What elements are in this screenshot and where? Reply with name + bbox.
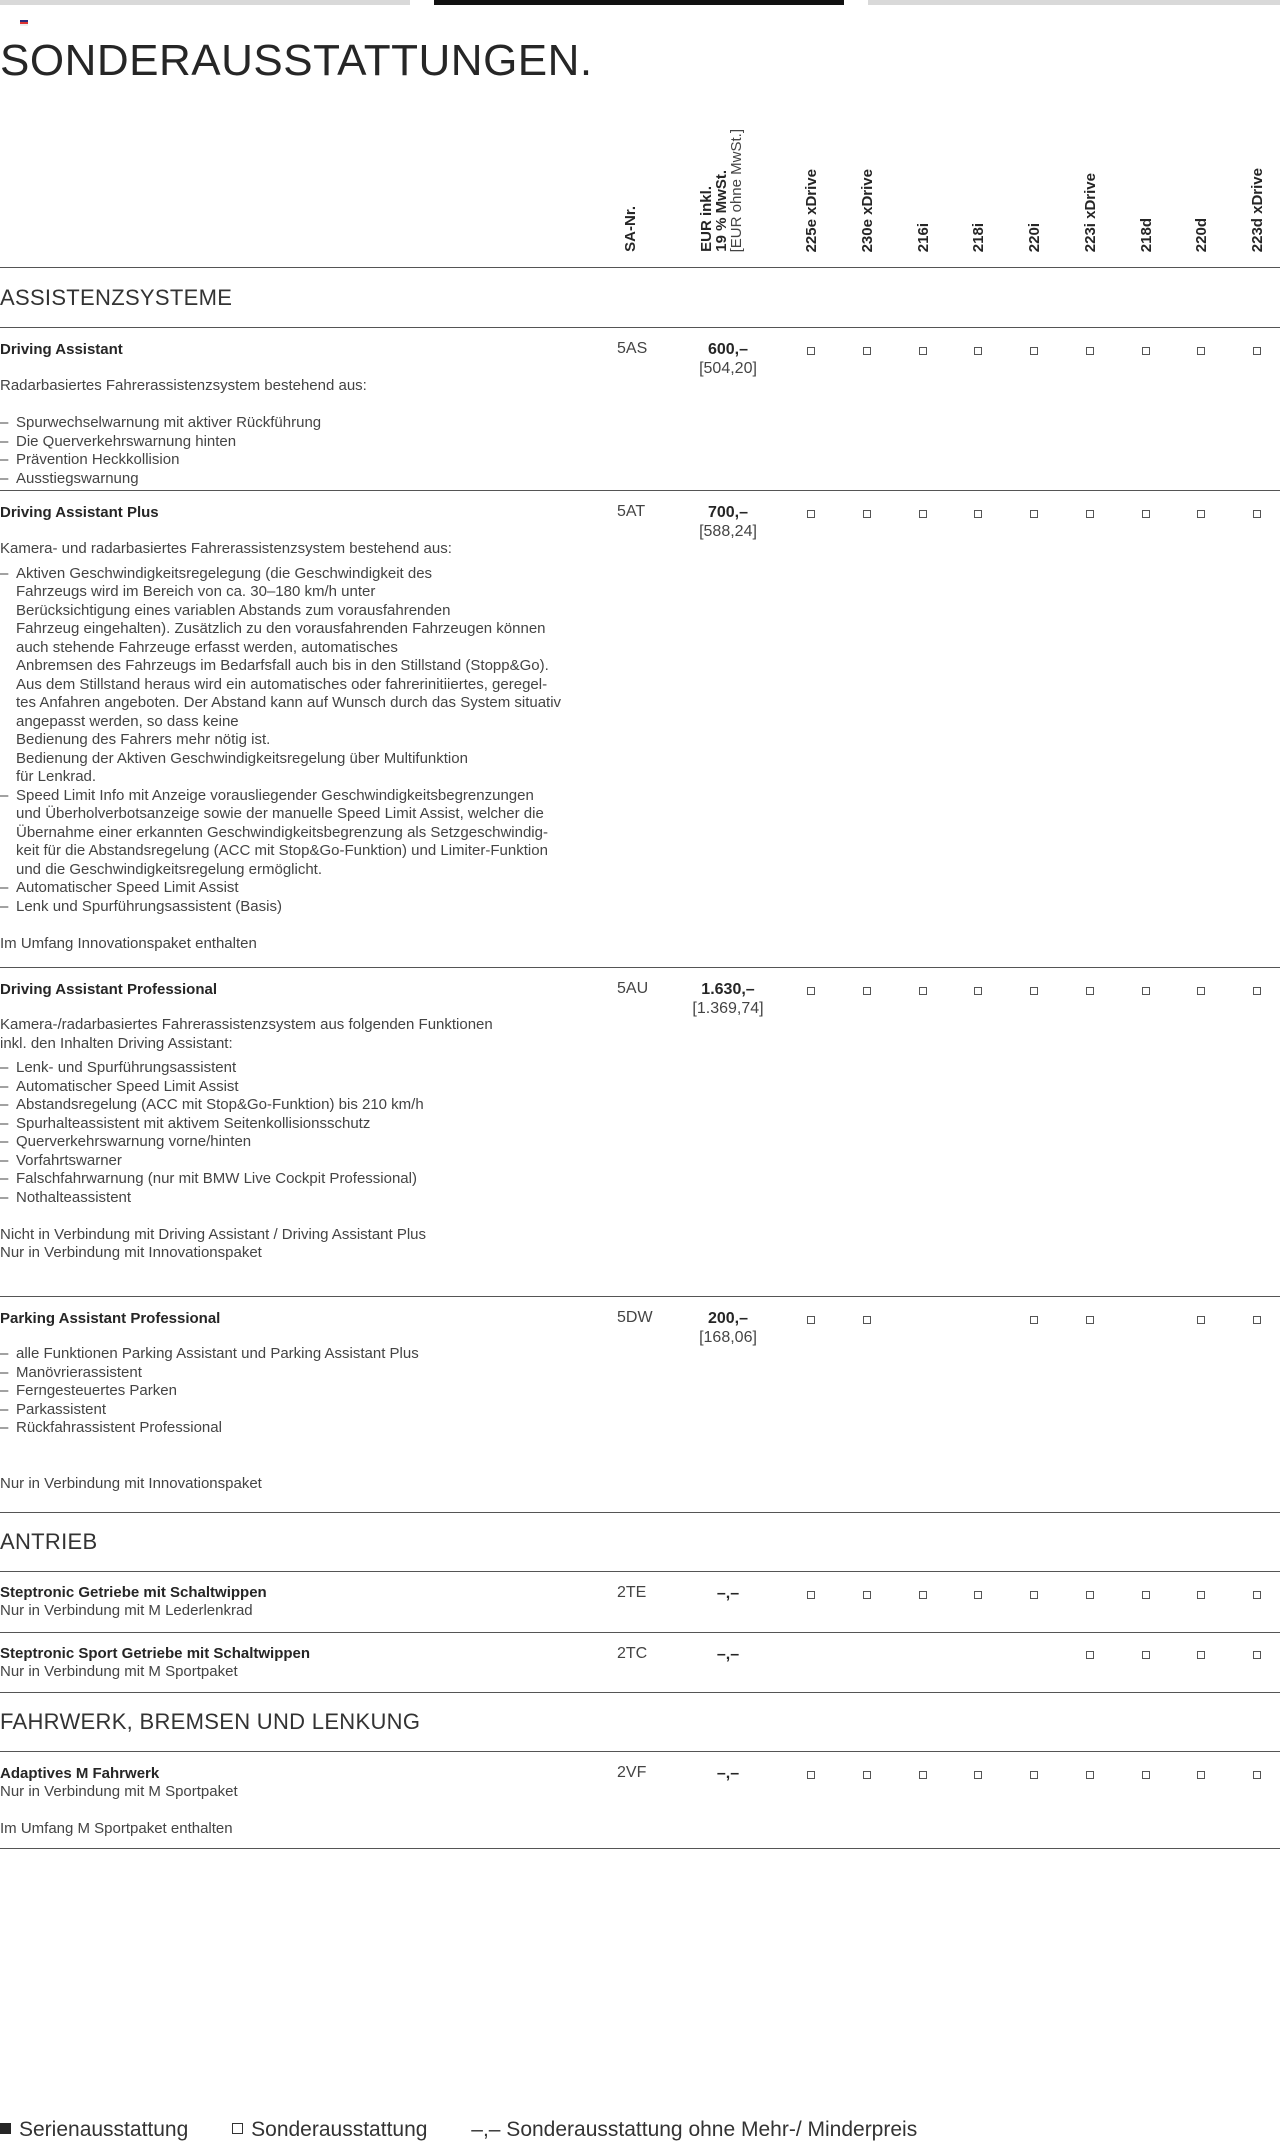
description-intro: Radarbasiertes Fahrerassistenzsystem bestehend aus: <box>0 377 367 394</box>
feature-item: – Parkassistent <box>0 1401 600 1420</box>
feature-item: – Abstandsregelung (ACC mit Stop&Go-Funktion) bis 210 km/h <box>0 1096 600 1115</box>
feature-line: – Aktiven Geschwindigkeitsregelegung (die Geschwindigkeit des <box>16 564 433 582</box>
feature-list <box>0 565 600 917</box>
feature-item: – Falschfahrwarnung (nur mit BMW Live Cockpit Professional) <box>0 1170 600 1189</box>
feature-line: für Lenkrad. <box>16 768 97 785</box>
item-code: 5DW <box>617 1309 653 1326</box>
item-code: 5AS <box>617 340 648 357</box>
feature-list <box>0 1059 600 1207</box>
tab-bar-inactive-left[interactable] <box>0 0 410 5</box>
description-note: Nicht in Verbindung mit Driving Assistant / Driving Assistant Plus <box>0 1225 427 1243</box>
optional-equipment-marker <box>1253 1771 1261 1779</box>
feature-line: Aus dem Stillstand heraus wird ein automatisches oder fahrerinitiiertes, geregel- <box>16 675 548 693</box>
optional-equipment-marker <box>1086 347 1094 355</box>
item-footer: Im Umfang M Sportpaket enthalten <box>0 1820 233 1837</box>
price-gross: 200,– <box>707 1310 749 1327</box>
optional-equipment-marker <box>919 1771 927 1779</box>
legend-sonder: Sonderausstattung <box>232 2118 427 2142</box>
price-net: [168,06] <box>699 1329 757 1346</box>
optional-equipment-marker <box>1142 1651 1150 1659</box>
price-gross: 1.630,– <box>701 981 755 998</box>
feature-line: und die Geschwindigkeitsregelung ermöglicht. <box>16 860 323 878</box>
optional-equipment-marker <box>1030 1591 1038 1599</box>
header-divider <box>0 267 1280 268</box>
optional-equipment-marker <box>1142 347 1150 355</box>
legend <box>0 2118 955 2142</box>
item-price <box>690 1584 766 1603</box>
item-note: Nur in Verbindung mit M Sportpaket <box>0 1783 238 1800</box>
optional-equipment-marker <box>863 510 871 518</box>
price-gross: –,– <box>716 1585 740 1602</box>
item-name-driving-assistant-professional: Driving Assistant Professional <box>0 981 218 998</box>
item-price <box>686 980 770 1018</box>
description-note: Nur in Verbindung mit Innovationspaket <box>0 1244 262 1261</box>
feature-line: auch stehende Fahrzeuge erfasst werden, automatisches <box>16 638 398 656</box>
column-header-model: 218d <box>1138 217 1155 252</box>
item-price <box>690 1645 766 1664</box>
item-divider <box>0 967 1280 968</box>
optional-equipment-marker <box>974 1591 982 1599</box>
feature-item: – Automatischer Speed Limit Assist <box>0 1078 600 1097</box>
optional-equipment-marker <box>1142 510 1150 518</box>
price-gross: 700,– <box>707 504 749 521</box>
feature-line: Bedienung des Fahrers mehr nötig ist. <box>16 731 271 748</box>
optional-equipment-marker <box>1030 987 1038 995</box>
optional-equipment-marker <box>1030 1771 1038 1779</box>
section-divider <box>0 327 1280 328</box>
legend-ohne: –,– Sonderausstattung ohne Mehr-/ Minderpreis <box>471 2118 918 2141</box>
feature-line: angepasst werden, so dass keine <box>16 712 239 730</box>
feature-item: – Spurhalteassistent mit aktivem Seitenkollisionsschutz <box>0 1115 600 1134</box>
feature-list <box>0 414 600 488</box>
item-name-parking-assistant-professional: Parking Assistant Professional <box>0 1310 221 1327</box>
optional-equipment-marker <box>1030 510 1038 518</box>
description-intro: Kamera- und radarbasiertes Fahrerassistenzsystem bestehend aus: <box>0 540 452 557</box>
section-heading-antrieb: ANTRIEB <box>0 1529 98 1554</box>
feature-line: Fahrzeug eingehalten). Zusätzlich zu den vorausfahrenden Fahrzeugen können <box>16 620 546 637</box>
item-description <box>0 1345 600 1493</box>
optional-equipment-marker <box>974 510 982 518</box>
filled-square-icon <box>0 2123 11 2134</box>
optional-equipment-marker <box>863 1316 871 1324</box>
item-divider <box>0 1632 1280 1633</box>
item-divider <box>0 1296 1280 1297</box>
item-name-driving-assistant: Driving Assistant <box>0 341 123 358</box>
feature-item: – Automatischer Speed Limit Assist <box>0 879 600 898</box>
optional-equipment-marker <box>807 987 815 995</box>
optional-equipment-marker <box>1197 510 1205 518</box>
empty-square-icon <box>232 2123 243 2134</box>
price-gross: –,– <box>716 1765 740 1782</box>
description-intro: Kamera-/radarbasiertes Fahrerassistenzsystem aus folgenden Funktionen <box>0 1016 493 1033</box>
feature-item: – Querverkehrswarnung vorne/hinten <box>0 1133 600 1152</box>
optional-equipment-marker <box>807 347 815 355</box>
item-price <box>690 340 766 378</box>
section-divider <box>0 1692 1280 1693</box>
optional-equipment-marker <box>807 510 815 518</box>
column-header-model: 216i <box>915 222 932 252</box>
price-net: [1.369,74] <box>692 1000 764 1017</box>
feature-item <box>0 787 600 880</box>
price-net: [588,24] <box>699 523 757 540</box>
optional-equipment-marker <box>1197 987 1205 995</box>
item-name-steptronic-sport: Steptronic Sport Getriebe mit Schaltwippen <box>0 1645 311 1662</box>
optional-equipment-marker <box>1253 347 1261 355</box>
optional-equipment-marker <box>919 347 927 355</box>
item-code: 2TE <box>617 1584 647 1601</box>
item-divider <box>0 490 1280 491</box>
optional-equipment-marker <box>1086 510 1094 518</box>
optional-equipment-marker <box>1197 1591 1205 1599</box>
optional-equipment-marker <box>1142 1771 1150 1779</box>
optional-equipment-marker <box>974 987 982 995</box>
optional-equipment-marker <box>919 510 927 518</box>
feature-line: Fahrzeugs wird im Bereich von ca. 30–180 km/h unter <box>16 583 376 600</box>
optional-equipment-marker <box>1030 1316 1038 1324</box>
feature-line: tes Anfahren angeboten. Der Abstand kann auf Wunsch durch das System situativ <box>16 694 562 711</box>
optional-equipment-marker <box>863 1771 871 1779</box>
optional-equipment-marker <box>974 1771 982 1779</box>
column-header-eur-line3: [EUR ohne MwSt.] <box>728 128 745 252</box>
feature-item <box>0 565 600 787</box>
optional-equipment-marker <box>919 1591 927 1599</box>
optional-equipment-marker <box>1197 347 1205 355</box>
optional-equipment-marker <box>1086 1591 1094 1599</box>
column-header-model: 218i <box>970 222 987 252</box>
optional-equipment-marker <box>1253 1651 1261 1659</box>
item-note: Nur in Verbindung mit M Sportpaket <box>0 1663 238 1680</box>
description-footer: Im Umfang Innovationspaket enthalten <box>0 934 257 952</box>
feature-item: – Lenk und Spurführungsassistent (Basis) <box>0 898 600 917</box>
section-heading-fahrwerk: FAHRWERK, BREMSEN UND LENKUNG <box>0 1709 421 1734</box>
section-divider <box>0 1848 1280 1849</box>
optional-equipment-marker <box>1197 1316 1205 1324</box>
feature-item: – Manövrierassistent <box>0 1364 600 1383</box>
optional-equipment-marker <box>1197 1651 1205 1659</box>
legend-serien: Serienausstattung <box>0 2118 188 2142</box>
item-note: Nur in Verbindung mit M Lederlenkrad <box>0 1602 253 1619</box>
item-description <box>0 1016 600 1263</box>
tab-bar-inactive-right[interactable] <box>868 0 1280 5</box>
item-price <box>690 1764 766 1783</box>
price-net: [504,20] <box>699 360 757 377</box>
optional-equipment-marker <box>1086 1316 1094 1324</box>
optional-equipment-marker <box>1086 987 1094 995</box>
feature-item: – Prävention Heckkollision <box>0 451 600 470</box>
feature-item: – alle Funktionen Parking Assistant und Parking Assistant Plus <box>0 1345 600 1364</box>
column-header-model: 230e xDrive <box>859 168 876 252</box>
section-divider <box>0 1751 1280 1752</box>
optional-equipment-marker <box>1253 1591 1261 1599</box>
column-header-model: 223i xDrive <box>1082 172 1099 252</box>
item-code: 2VF <box>617 1764 647 1781</box>
price-gross: 600,– <box>707 341 749 358</box>
column-header-eur-line2: 19 % MwSt. <box>713 170 730 252</box>
feature-line: Berücksichtigung eines variablen Abstands zum vorausfahrenden <box>16 601 451 619</box>
column-header-model: 225e xDrive <box>803 168 820 252</box>
column-header-model: 220d <box>1193 217 1210 252</box>
column-header-model: 223d xDrive <box>1249 167 1266 252</box>
optional-equipment-marker <box>1086 1651 1094 1659</box>
optional-equipment-marker <box>919 987 927 995</box>
item-price <box>690 1309 766 1347</box>
description-note: Nur in Verbindung mit Innovationspaket <box>0 1474 262 1492</box>
price-gross: –,– <box>716 1646 740 1663</box>
item-name-steptronic: Steptronic Getriebe mit Schaltwippen <box>0 1584 267 1601</box>
item-price <box>690 503 766 541</box>
section-heading-assistenzsysteme: ASSISTENZSYSTEME <box>0 285 233 310</box>
column-header-model: 220i <box>1026 222 1043 252</box>
item-description <box>0 540 600 953</box>
item-code: 2TC <box>617 1645 648 1662</box>
optional-equipment-marker <box>974 347 982 355</box>
optional-equipment-marker <box>1030 347 1038 355</box>
item-code: 5AU <box>617 980 649 997</box>
optional-equipment-marker <box>1197 1771 1205 1779</box>
optional-equipment-marker <box>863 347 871 355</box>
feature-line: Übernahme einer erkannten Geschwindigkeitsbegrenzung als Setzgeschwindig- <box>16 823 548 841</box>
feature-line: keit für die Abstandsregelung (ACC mit Stop&Go-Funktion) und Limiter-Funktion <box>16 842 548 859</box>
feature-list <box>0 1345 600 1438</box>
optional-equipment-marker <box>1253 987 1261 995</box>
column-header-sa-nr: SA-Nr. <box>622 206 639 252</box>
column-header-eur-line1: EUR inkl. <box>698 186 715 252</box>
feature-item: – Die Querverkehrswarnung hinten <box>0 433 600 452</box>
optional-equipment-marker <box>1253 510 1261 518</box>
optional-equipment-marker <box>1253 1316 1261 1324</box>
item-description <box>0 377 600 488</box>
feature-line: Bedienung der Aktiven Geschwindigkeitsregelung über Multifunktion <box>16 749 468 767</box>
feature-line: – Speed Limit Info mit Anzeige vorausliegender Geschwindigkeitsbegrenzungen <box>16 786 534 804</box>
optional-equipment-marker <box>863 987 871 995</box>
page-title: SONDERAUSSTATTUNGEN. <box>0 36 593 85</box>
feature-item: – Lenk- und Spurführungsassistent <box>0 1059 600 1078</box>
item-name-driving-assistant-plus: Driving Assistant Plus <box>0 504 159 521</box>
item-name-adaptives-m-fahrwerk: Adaptives M Fahrwerk <box>0 1765 160 1782</box>
tab-bar-active[interactable] <box>434 0 844 5</box>
feature-item: – Ferngesteuertes Parken <box>0 1382 600 1401</box>
optional-equipment-marker <box>807 1591 815 1599</box>
feature-item: – Spurwechselwarnung mit aktiver Rückführung <box>0 414 600 433</box>
flag-icon <box>20 20 28 26</box>
feature-item: – Ausstiegswarnung <box>0 470 600 489</box>
optional-equipment-marker <box>1086 1771 1094 1779</box>
optional-equipment-marker <box>863 1591 871 1599</box>
feature-line: und Überholverbotsanzeige sowie der manuelle Speed Limit Assist, welcher die <box>16 805 544 822</box>
optional-equipment-marker <box>807 1771 815 1779</box>
optional-equipment-marker <box>1142 1591 1150 1599</box>
feature-item: – Nothalteassistent <box>0 1189 600 1208</box>
feature-item: – Rückfahrassistent Professional <box>0 1419 600 1438</box>
feature-line: Anbremsen des Fahrzeugs im Bedarfsfall auch bis in den Stillstand (Stopp&Go). <box>16 657 549 674</box>
section-divider <box>0 1512 1280 1513</box>
section-divider <box>0 1571 1280 1572</box>
feature-item: – Vorfahrtswarner <box>0 1152 600 1171</box>
optional-equipment-marker <box>1142 987 1150 995</box>
item-code: 5AT <box>617 503 646 520</box>
optional-equipment-marker <box>807 1316 815 1324</box>
description-intro: inkl. den Inhalten Driving Assistant: <box>0 1034 233 1052</box>
